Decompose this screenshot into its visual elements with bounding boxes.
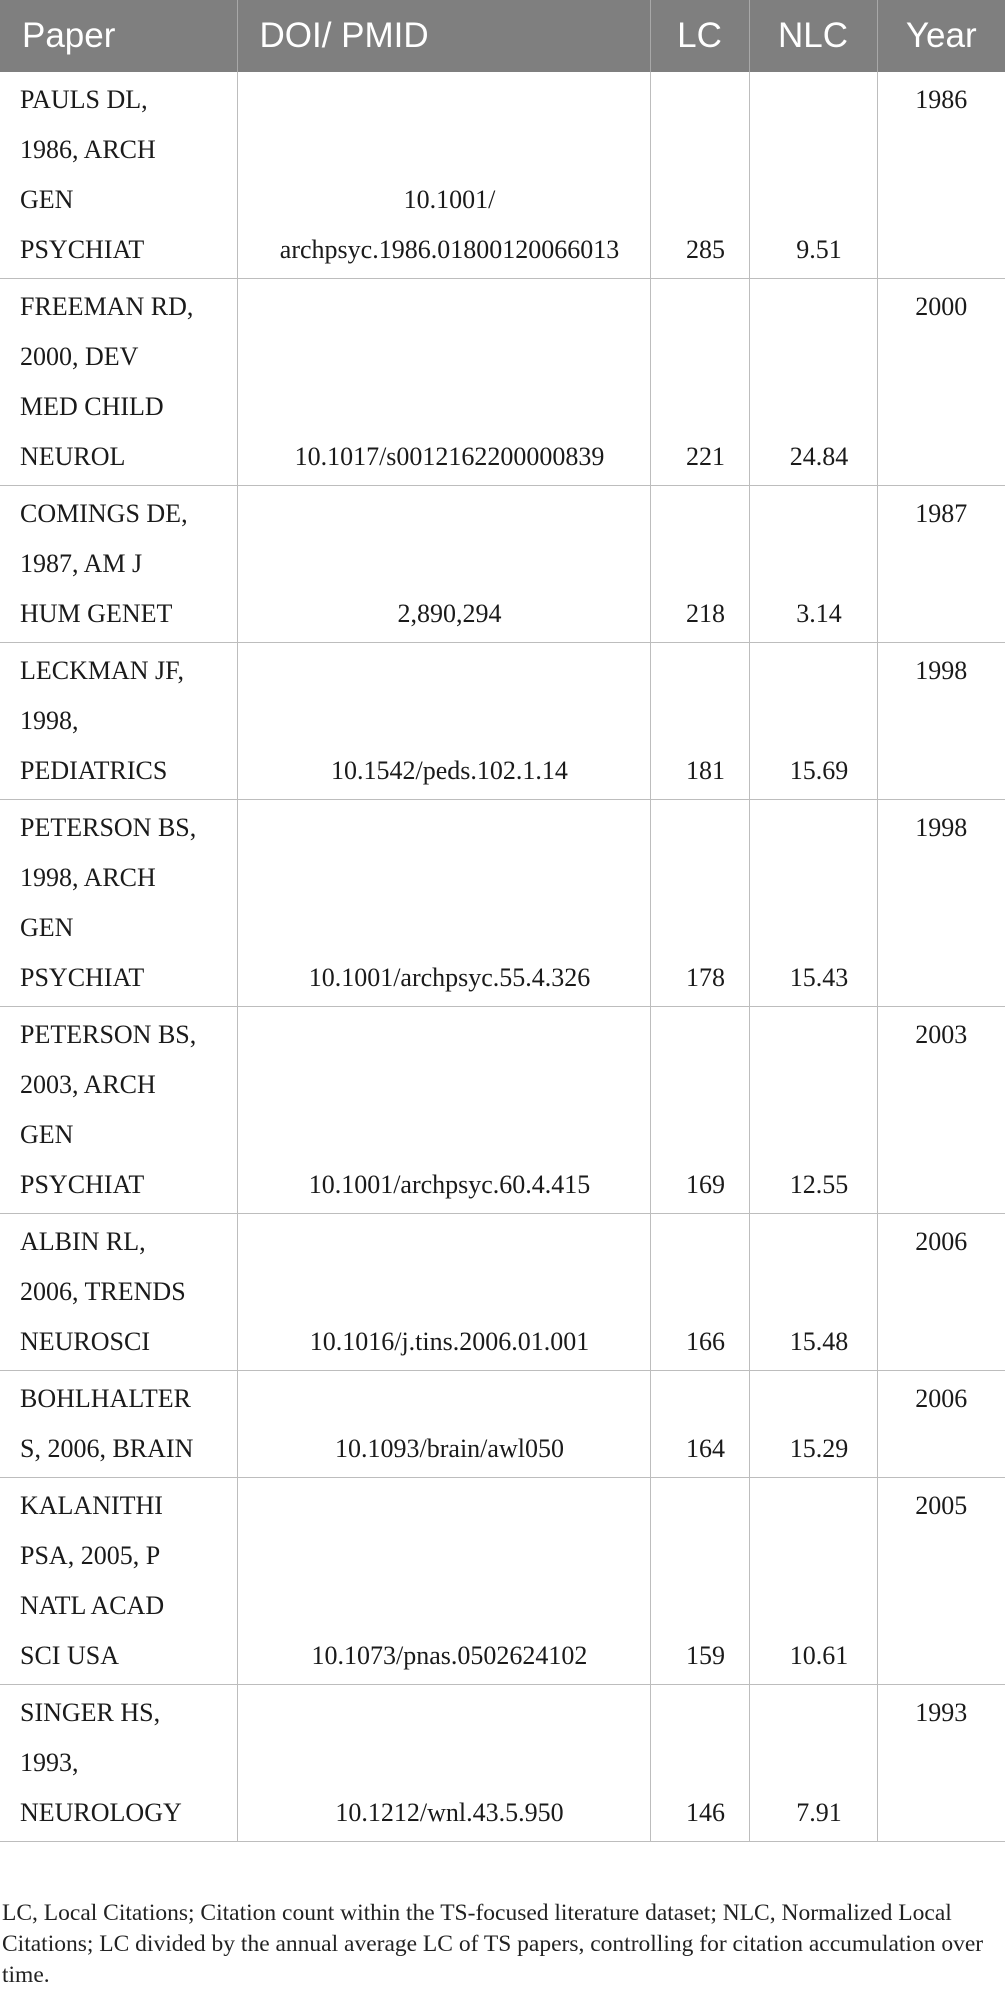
table-row xyxy=(0,72,1005,279)
cell-paper xyxy=(0,1478,237,1685)
paper-line: PEDIATRICS xyxy=(20,756,168,785)
paper-line: GEN xyxy=(20,913,74,942)
paper-line: 1993, xyxy=(20,1748,79,1777)
paper-line: PSA, 2005, P xyxy=(20,1541,161,1570)
table-footnote: LC, Local Citations; Citation count within the TS-focused literature dataset; NLC, Normalized Local Citations; LC divided by the annual average LC of TS papers, controlling for citation accumulation over time. xyxy=(2,1900,984,1988)
paper-line: SCI USA xyxy=(20,1641,119,1670)
cell-lc: 285 xyxy=(650,72,749,279)
paper-line: 1986, ARCH xyxy=(20,135,156,164)
paper-line: 2006, TRENDS xyxy=(20,1277,186,1306)
cell-lc: 169 xyxy=(650,1007,749,1214)
cell-doi xyxy=(237,1371,650,1478)
paper-line: ALBIN RL, xyxy=(20,1227,146,1256)
doi-line: 10.1001/archpsyc.60.4.415 xyxy=(308,1170,591,1199)
header-row xyxy=(0,0,1005,72)
doi-line: 10.1017/s0012162200000839 xyxy=(294,442,605,471)
doi-line: 10.1016/j.tins.2006.01.001 xyxy=(309,1327,590,1356)
table-row xyxy=(0,1007,1005,1214)
cell-paper xyxy=(0,1007,237,1214)
cell-nlc: 7.91 xyxy=(749,1685,877,1842)
cell-paper xyxy=(0,72,237,279)
cell-year: 1993 xyxy=(877,1685,1005,1842)
paper-line: PSYCHIAT xyxy=(20,963,145,992)
paper-line: GEN xyxy=(20,1120,74,1149)
cell-nlc: 24.84 xyxy=(749,279,877,486)
cell-year: 2006 xyxy=(877,1214,1005,1371)
paper-line: KALANITHI xyxy=(20,1491,163,1520)
cell-year: 1998 xyxy=(877,643,1005,800)
header-doi: DOI/ PMID xyxy=(237,0,650,72)
table-row xyxy=(0,643,1005,800)
paper-line: 1998, ARCH xyxy=(20,863,156,892)
cell-year: 1998 xyxy=(877,800,1005,1007)
paper-line: FREEMAN RD, xyxy=(20,292,194,321)
cell-doi xyxy=(237,1685,650,1842)
cell-doi xyxy=(237,1007,650,1214)
cell-doi xyxy=(237,279,650,486)
cell-nlc: 12.55 xyxy=(749,1007,877,1214)
cell-paper xyxy=(0,643,237,800)
paper-line: HUM GENET xyxy=(20,599,173,628)
paper-line: NEUROSCI xyxy=(20,1327,151,1356)
cell-lc: 166 xyxy=(650,1214,749,1371)
doi-line: 10.1093/brain/awl050 xyxy=(335,1434,564,1463)
cell-paper xyxy=(0,486,237,643)
header-paper: Paper xyxy=(0,0,237,72)
cell-lc: 146 xyxy=(650,1685,749,1842)
paper-line: 2003, ARCH xyxy=(20,1070,156,1099)
doi-line: 10.1001/ xyxy=(403,185,496,214)
cell-nlc: 15.69 xyxy=(749,643,877,800)
cell-year: 2000 xyxy=(877,279,1005,486)
cell-doi xyxy=(237,1214,650,1371)
doi-line: archpsyc.1986.01800120066013 xyxy=(279,235,620,264)
header-nlc: NLC xyxy=(749,0,877,72)
cell-nlc: 9.51 xyxy=(749,72,877,279)
table-row xyxy=(0,1478,1005,1685)
cell-lc: 218 xyxy=(650,486,749,643)
paper-line: PETERSON BS, xyxy=(20,813,197,842)
cell-doi xyxy=(237,643,650,800)
table-row xyxy=(0,800,1005,1007)
cell-nlc: 15.48 xyxy=(749,1214,877,1371)
cell-doi xyxy=(237,72,650,279)
paper-line: NATL ACAD xyxy=(20,1591,165,1620)
cell-nlc: 10.61 xyxy=(749,1478,877,1685)
paper-line: BOHLHALTER xyxy=(20,1384,191,1413)
cell-paper xyxy=(0,800,237,1007)
doi-line: 10.1073/pnas.0502624102 xyxy=(311,1641,588,1670)
paper-line: 1987, AM J xyxy=(20,549,143,578)
cell-lc: 181 xyxy=(650,643,749,800)
cell-doi xyxy=(237,800,650,1007)
paper-line: 1998, xyxy=(20,706,79,735)
table-row xyxy=(0,1214,1005,1371)
cell-year: 1986 xyxy=(877,72,1005,279)
paper-line: PSYCHIAT xyxy=(20,235,145,264)
cell-year: 2003 xyxy=(877,1007,1005,1214)
doi-line: 10.1542/peds.102.1.14 xyxy=(331,756,568,785)
cell-paper xyxy=(0,1685,237,1842)
table-row xyxy=(0,486,1005,643)
paper-line: LECKMAN JF, xyxy=(20,656,185,685)
doi-line: 10.1212/wnl.43.5.950 xyxy=(335,1798,564,1827)
table-row xyxy=(0,279,1005,486)
cell-doi xyxy=(237,1478,650,1685)
table-row xyxy=(0,1371,1005,1478)
doi-line: 10.1001/archpsyc.55.4.326 xyxy=(308,963,591,992)
cell-year: 2006 xyxy=(877,1371,1005,1478)
paper-line: 2000, DEV xyxy=(20,342,139,371)
cell-nlc: 15.43 xyxy=(749,800,877,1007)
paper-line: COMINGS DE, xyxy=(20,499,188,528)
cell-lc: 159 xyxy=(650,1478,749,1685)
paper-line: NEUROLOGY xyxy=(20,1798,182,1827)
cell-lc: 221 xyxy=(650,279,749,486)
cell-paper xyxy=(0,1214,237,1371)
cell-paper xyxy=(0,279,237,486)
doi-line: 2,890,294 xyxy=(397,599,502,628)
cell-doi xyxy=(237,486,650,643)
paper-line: PSYCHIAT xyxy=(20,1170,145,1199)
table-row xyxy=(0,1685,1005,1842)
header-lc: LC xyxy=(650,0,749,72)
cell-paper xyxy=(0,1371,237,1478)
cell-year: 1987 xyxy=(877,486,1005,643)
paper-line: PETERSON BS, xyxy=(20,1020,197,1049)
cell-nlc: 15.29 xyxy=(749,1371,877,1478)
header-year: Year xyxy=(877,0,1005,72)
paper-line: GEN xyxy=(20,185,74,214)
paper-line: S, 2006, BRAIN xyxy=(20,1434,194,1463)
cell-year: 2005 xyxy=(877,1478,1005,1685)
cell-lc: 178 xyxy=(650,800,749,1007)
cell-nlc: 3.14 xyxy=(749,486,877,643)
paper-line: NEUROL xyxy=(20,442,126,471)
paper-line: MED CHILD xyxy=(20,392,164,421)
table-body xyxy=(0,72,1005,1842)
cell-lc: 164 xyxy=(650,1371,749,1478)
paper-line: SINGER HS, xyxy=(20,1698,161,1727)
paper-line: PAULS DL, xyxy=(20,85,148,114)
